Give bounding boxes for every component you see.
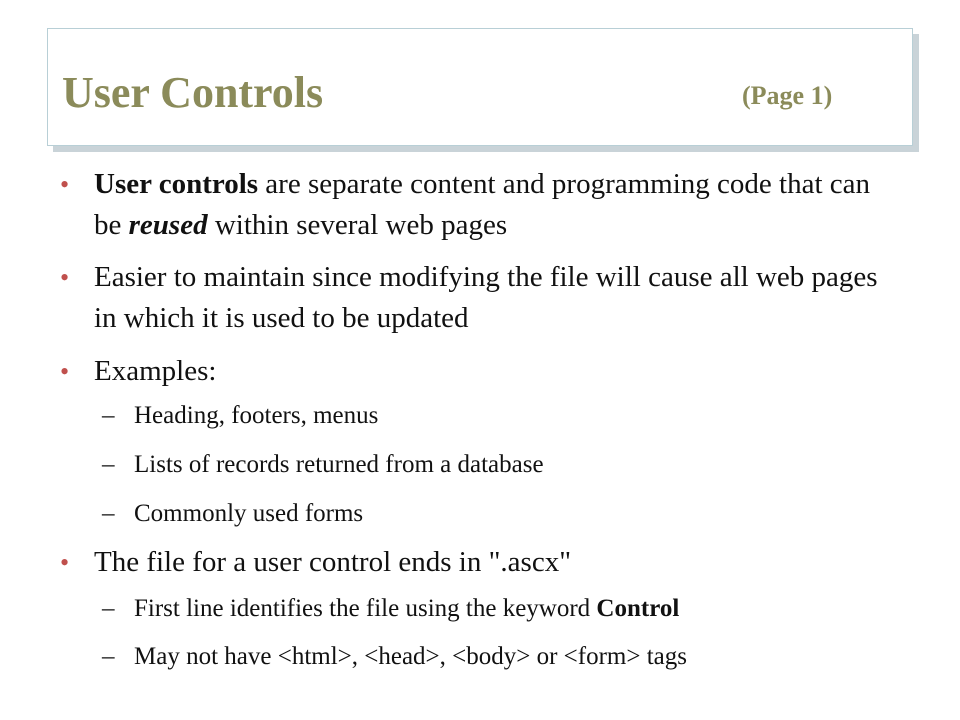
- bullet-text: are separate content and programming code that can be: [94, 168, 870, 241]
- sub-bullet-text: Commonly used forms: [134, 500, 364, 527]
- emphasis-reused: reused: [128, 209, 208, 241]
- bullet-maintain: [60, 257, 900, 339]
- title-box: [47, 28, 913, 146]
- slide-title: User Controls: [62, 68, 324, 117]
- sub-bullet: [60, 499, 900, 529]
- bullet-dot-icon: •: [60, 263, 70, 292]
- bullet-text: within several web pages: [207, 209, 508, 241]
- bullet-examples: [60, 351, 900, 392]
- bullet-dot-icon: •: [60, 357, 70, 386]
- dash-icon: –: [102, 451, 115, 478]
- sub-bullet-text: Lists of records returned from a database: [134, 451, 544, 478]
- sub-bullet-text: May not have <html>, <head>, <body> or <form> tags: [134, 643, 687, 670]
- bullet-ascx: [60, 542, 900, 583]
- sub-bullet: [60, 450, 900, 480]
- page-indicator: (Page 1): [742, 81, 833, 110]
- bullet-dot-icon: •: [60, 170, 70, 199]
- dash-icon: –: [102, 402, 115, 429]
- dash-icon: –: [102, 500, 115, 527]
- dash-icon: –: [102, 643, 115, 670]
- dash-icon: –: [102, 595, 115, 622]
- bullet-text: The file for a user control ends in ".ascx": [94, 546, 572, 578]
- sub-bullet: [60, 594, 900, 624]
- slide-body: [60, 164, 900, 672]
- term-user-controls: User controls: [94, 168, 259, 200]
- sub-bullet: [60, 642, 900, 672]
- keyword-control: Control: [596, 595, 680, 622]
- sub-bullet-text: Heading, footers, menus: [134, 402, 379, 429]
- bullet-text: Examples:: [94, 355, 217, 387]
- bullet-text: Easier to maintain since modifying the file will cause all web pages in which it is used to be updated: [94, 261, 878, 334]
- sub-bullet-text: First line identifies the file using the keyword: [134, 595, 597, 622]
- sub-bullet: [60, 401, 900, 431]
- bullet-user-controls: [60, 164, 900, 246]
- bullet-dot-icon: •: [60, 548, 70, 577]
